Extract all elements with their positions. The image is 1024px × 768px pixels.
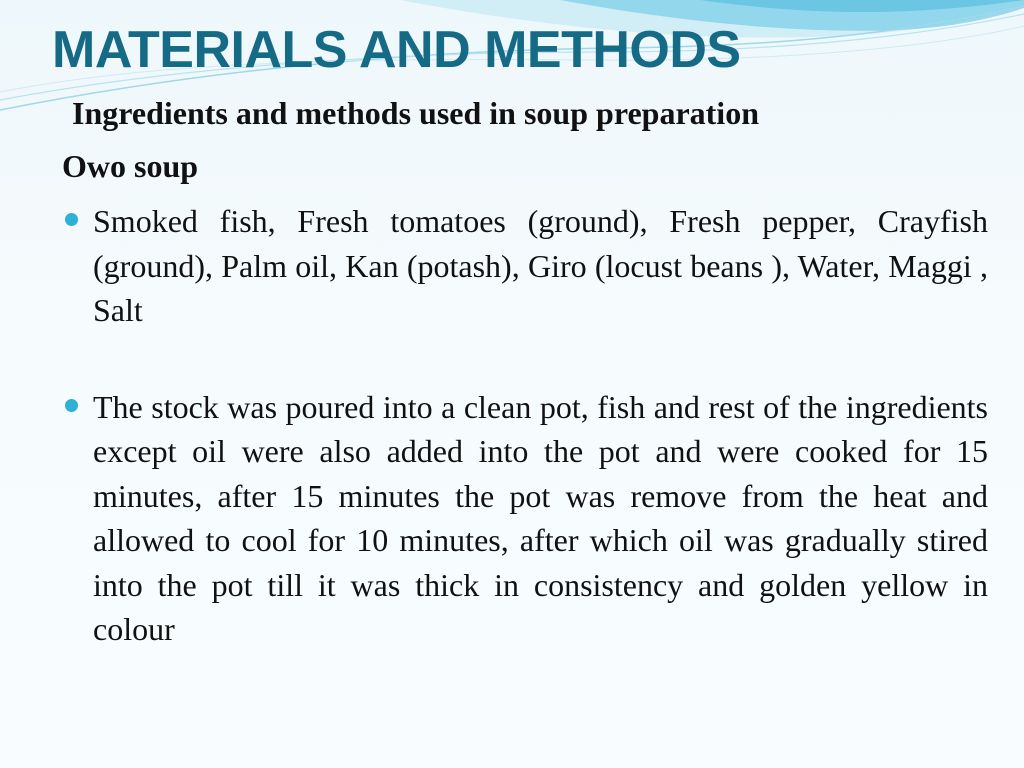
slide-subtitle: Ingredients and methods used in soup preparation [72,95,759,131]
bullet-text: The stock was poured into a clean pot, fish and rest of the ingredients except oil were also added into the pot and were cooked for 15 minutes, after 15 minutes the pot was remove from the heat and allowed to cool for 10 minutes, after which oil was gradually stired into the pot till it was thick in consistency and golden yellow in colour [93,388,988,647]
bullet-list [62,199,988,652]
section-heading: Owo soup [62,148,199,184]
bullet-dot-icon [65,213,78,226]
bullet-dot-icon [65,399,78,412]
bullet-item-method [62,385,988,652]
slide-title: MATERIALS AND METHODS [52,21,741,79]
bullet-text: Smoked fish, Fresh tomatoes (ground), Fresh pepper, Crayfish (ground), Palm oil, Kan (potash), Giro (locust beans ), Water, Maggi , Salt [93,203,988,328]
bullet-item-ingredients [62,199,988,333]
